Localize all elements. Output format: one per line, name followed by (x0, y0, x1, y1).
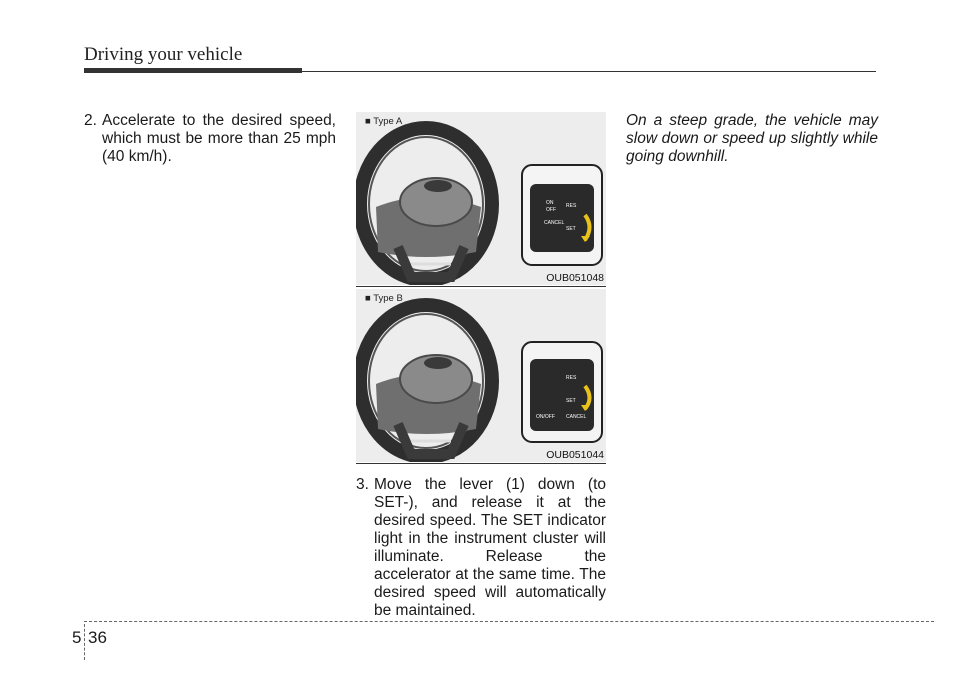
figure-b-caption: ■ Type B (365, 293, 403, 304)
page-number: 36 (88, 628, 107, 647)
figure-a-rule (356, 286, 606, 287)
footer-rule (84, 621, 934, 622)
figure-a-caption: ■ Type A (365, 116, 403, 127)
steering-wheel-type-a-illustration (356, 112, 606, 285)
step-2-number: 2. (84, 112, 97, 129)
off-label: OFF (546, 207, 556, 213)
figure-type-a (356, 112, 606, 285)
header-rule (84, 71, 876, 72)
middle-column-text (356, 476, 606, 620)
set-label: SET (566, 398, 576, 404)
footer-divider (84, 624, 85, 660)
figure-b-code: OUB051044 (546, 449, 604, 461)
step-3 (356, 476, 606, 620)
cancel-label: CANCEL (544, 220, 565, 226)
res-label: RES (566, 203, 577, 209)
steering-wheel-type-b-illustration (356, 289, 606, 462)
steering-wheel-icon (360, 305, 492, 457)
step-3-number: 3. (356, 476, 369, 493)
figure-a-code: OUB051048 (546, 272, 604, 284)
cruise-control-switch-icon (522, 165, 602, 265)
step-3-text: Move the lever (1) down (to SET-), and release it at the desired speed. The SET indicator light in the instrument cluster will illuminate. Release the accelerator at the same time. The desired speed will automatically be maintained. (374, 476, 606, 619)
cruise-control-switch-icon (522, 342, 602, 442)
res-label: RES (566, 375, 577, 381)
figure-b-rule (356, 463, 606, 464)
left-column (84, 112, 336, 166)
step-2-text: Accelerate to the desired speed, which must be more than 25 mph (40 km/h). (102, 112, 336, 165)
steering-wheel-icon (360, 128, 492, 280)
step-2 (84, 112, 336, 166)
on-off-label: ON/OFF (536, 414, 555, 420)
on-label: ON (546, 200, 554, 206)
cancel-label: CANCEL (566, 414, 587, 420)
figure-type-b (356, 289, 606, 462)
header-title: Driving your vehicle (84, 44, 243, 65)
section-number: 5 (72, 628, 82, 647)
steep-grade-note: On a steep grade, the vehicle may slow down or speed up slightly while going downhill. (626, 112, 878, 165)
set-label: SET (566, 226, 576, 232)
